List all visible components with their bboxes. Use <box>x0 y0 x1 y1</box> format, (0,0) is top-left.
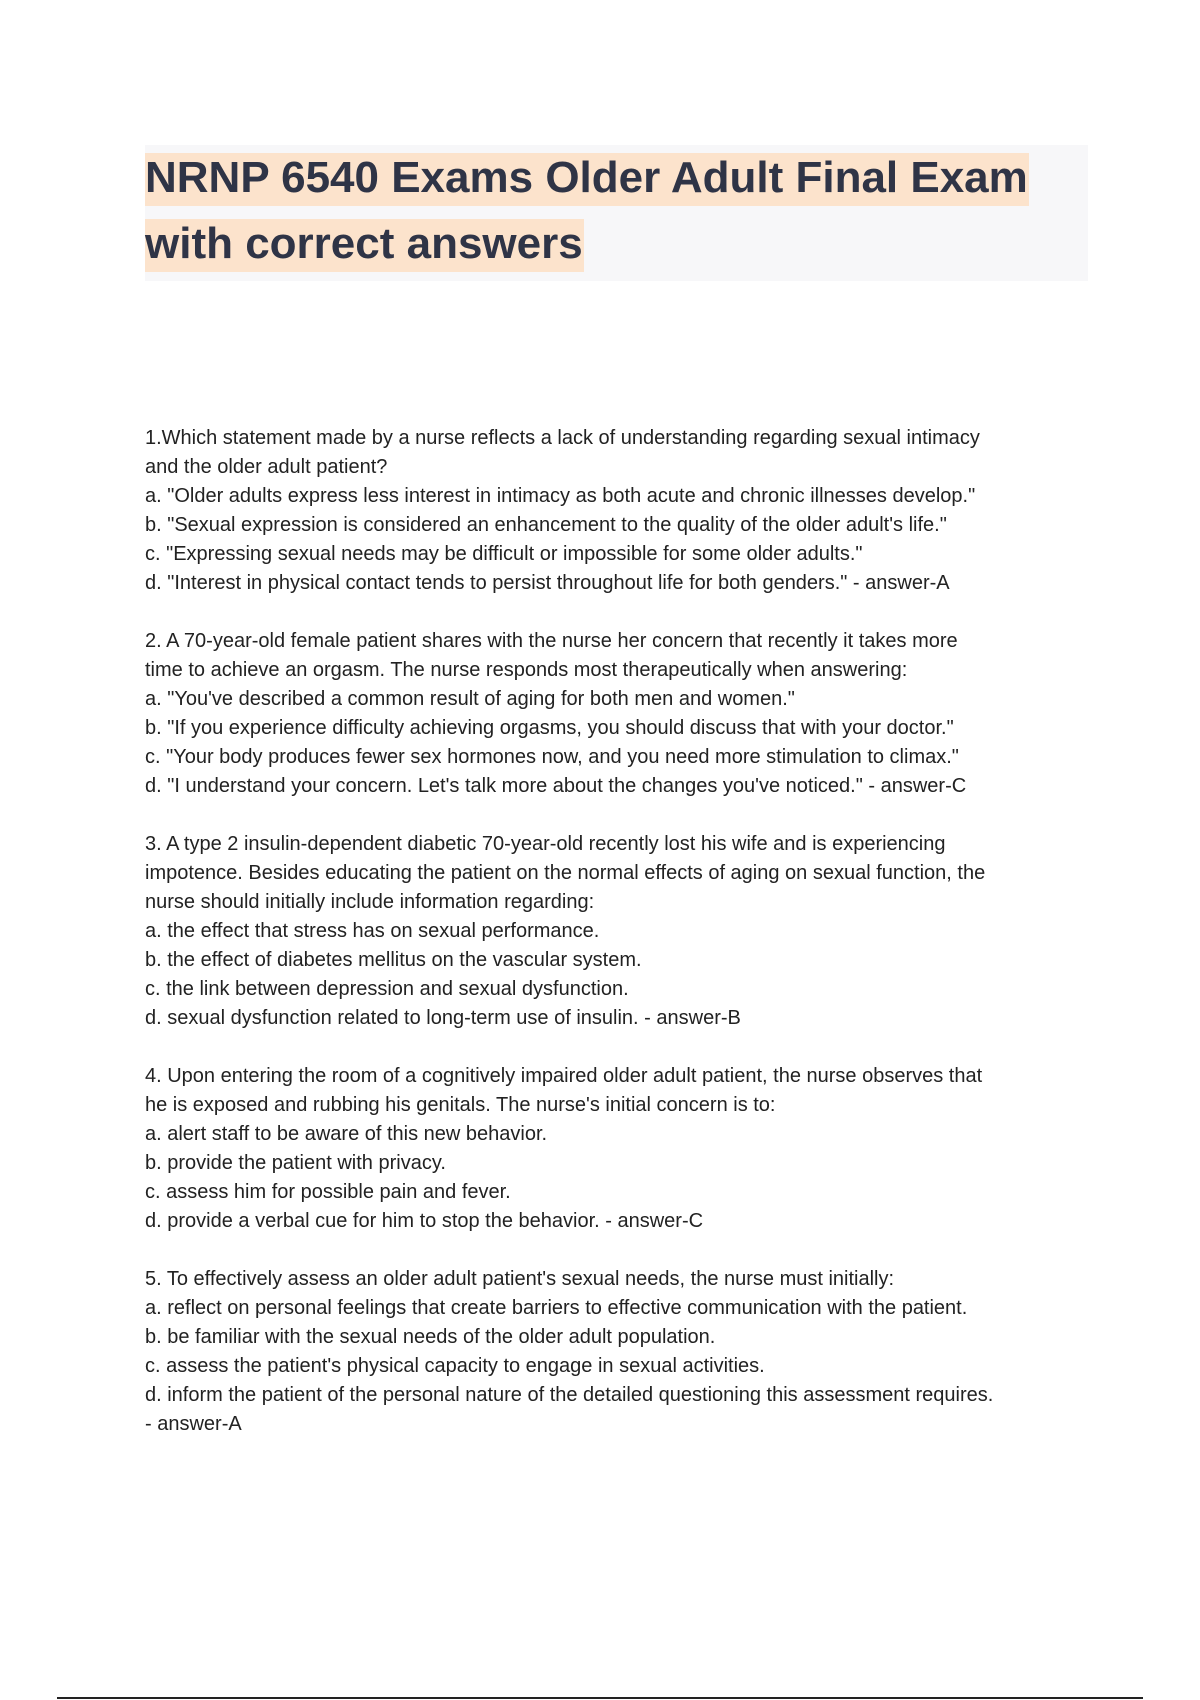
question-4 <box>145 1062 1095 1236</box>
question-1 <box>145 424 1095 598</box>
answer-option: d. provide a verbal cue for him to stop the behavior. - answer-C <box>145 1210 704 1232</box>
question-stem-line: 2. A 70-year-old female patient shares with the nurse her concern that recently it takes more <box>145 630 958 652</box>
answer-option: b. the effect of diabetes mellitus on the vascular system. <box>145 949 642 971</box>
question-stem-line: nurse should initially include information regarding: <box>145 891 595 913</box>
question-stem-line: impotence. Besides educating the patient on the normal effects of aging on sexual function, the <box>145 862 986 884</box>
answer-option: d. "Interest in physical contact tends to persist throughout life for both genders." - answer-A <box>145 572 950 594</box>
answer-option: b. "If you experience difficulty achieving orgasms, you should discuss that with your doctor." <box>145 717 954 739</box>
answer-option: a. "Older adults express less interest in intimacy as both acute and chronic illnesses develop." <box>145 485 976 507</box>
answer-option: d. "I understand your concern. Let's talk more about the changes you've noticed." - answer-C <box>145 775 967 797</box>
question-stem-line: 1.Which statement made by a nurse reflects a lack of understanding regarding sexual intimacy <box>145 427 980 449</box>
answer-option: b. provide the patient with privacy. <box>145 1152 446 1174</box>
question-stem-line: 4. Upon entering the room of a cognitively impaired older adult patient, the nurse observes that <box>145 1065 983 1087</box>
answer-option: c. "Your body produces fewer sex hormones now, and you need more stimulation to climax." <box>145 746 959 768</box>
question-stem-line: 5. To effectively assess an older adult patient's sexual needs, the nurse must initially: <box>145 1268 895 1290</box>
question-5 <box>145 1265 1095 1439</box>
document-title-text: NRNP 6540 Exams Older Adult Final Exam with correct answers <box>145 153 1029 272</box>
question-2 <box>145 627 1095 801</box>
answer-option: a. the effect that stress has on sexual performance. <box>145 920 600 942</box>
document-title-block <box>145 145 1088 281</box>
answer-option: a. reflect on personal feelings that create barriers to effective communication with the patient. <box>145 1297 968 1319</box>
question-3 <box>145 830 1095 1033</box>
answer-option: c. assess the patient's physical capacity to engage in sexual activities. <box>145 1355 765 1377</box>
answer-option: d. sexual dysfunction related to long-term use of insulin. - answer-B <box>145 1007 741 1029</box>
question-stem-line: and the older adult patient? <box>145 456 388 478</box>
answer-option: - answer-A <box>145 1413 242 1435</box>
page-bottom-rule <box>57 1697 1143 1699</box>
answer-option: d. inform the patient of the personal nature of the detailed questioning this assessment requires. <box>145 1384 994 1406</box>
question-stem-line: 3. A type 2 insulin-dependent diabetic 70-year-old recently lost his wife and is experiencing <box>145 833 946 855</box>
question-list <box>145 424 1095 1468</box>
answer-option: b. "Sexual expression is considered an enhancement to the quality of the older adult's life." <box>145 514 947 536</box>
question-stem-line: he is exposed and rubbing his genitals. The nurse's initial concern is to: <box>145 1094 776 1116</box>
document-title <box>145 145 1088 277</box>
answer-option: c. assess him for possible pain and fever. <box>145 1181 511 1203</box>
answer-option: a. "You've described a common result of aging for both men and women." <box>145 688 795 710</box>
answer-option: c. the link between depression and sexual dysfunction. <box>145 978 629 1000</box>
answer-option: b. be familiar with the sexual needs of the older adult population. <box>145 1326 716 1348</box>
answer-option: a. alert staff to be aware of this new behavior. <box>145 1123 548 1145</box>
question-stem-line: time to achieve an orgasm. The nurse responds most therapeutically when answering: <box>145 659 908 681</box>
answer-option: c. "Expressing sexual needs may be difficult or impossible for some older adults." <box>145 543 863 565</box>
